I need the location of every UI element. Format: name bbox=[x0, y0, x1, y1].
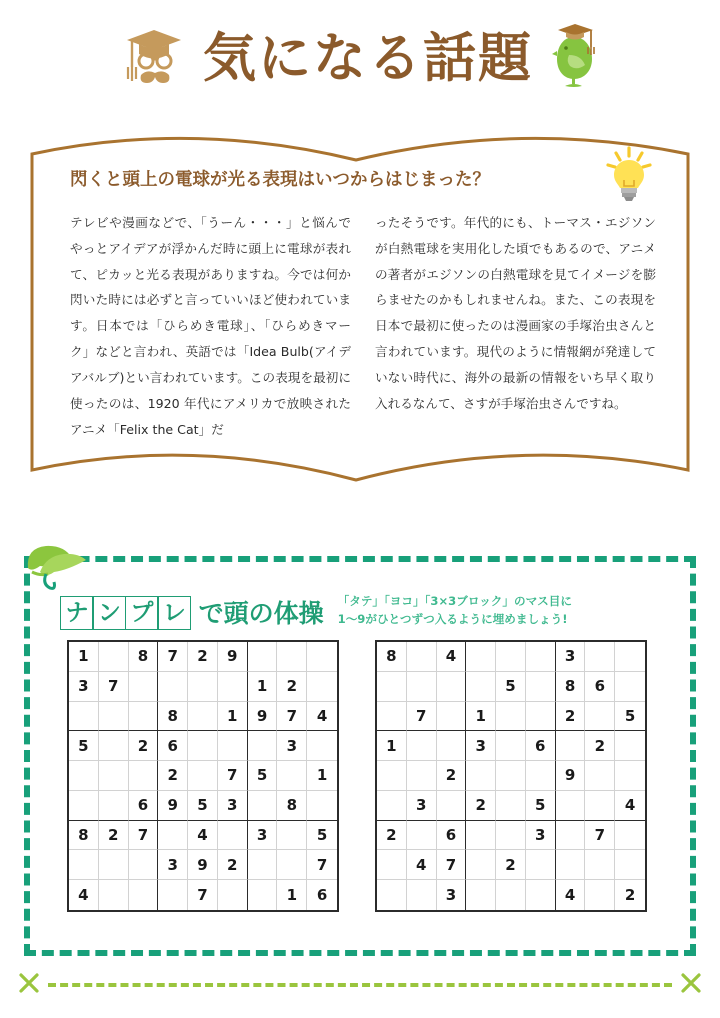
sudoku-cell[interactable] bbox=[556, 821, 586, 851]
sudoku-cell[interactable]: 7 bbox=[437, 850, 467, 880]
sudoku-cell[interactable] bbox=[556, 731, 586, 761]
article-column-left: テレビや漫画などで、「うーん・・・」と悩んでやっとアイデアが浮かんだ時に頭上に電球が表れて、ピカッと光る表現がありますね。今では何か閃いた時には必ずと言っていいほど使われています。日本では「ひらめき電球」、「ひらめきマーク」などと言われ、英語では「Idea Bulb(アイデアバルブ)とい言われています。この表現を最初に使ったのは、1920 年代にアメリカで放映されたアニメ「Felix the Cat」だ bbox=[70, 215, 351, 437]
sudoku-cell[interactable]: 1 bbox=[307, 761, 337, 791]
sudoku-cell[interactable] bbox=[129, 702, 159, 732]
sudoku-cell[interactable] bbox=[407, 880, 437, 910]
sudoku-cell[interactable] bbox=[248, 731, 278, 761]
sudoku-cell[interactable]: 3 bbox=[437, 880, 467, 910]
sudoku-cell[interactable]: 7 bbox=[218, 761, 248, 791]
sudoku-cell[interactable] bbox=[615, 850, 645, 880]
sudoku-cell[interactable] bbox=[377, 672, 407, 702]
sudoku-cell[interactable] bbox=[307, 642, 337, 672]
sudoku-cell[interactable] bbox=[407, 821, 437, 851]
sudoku-cell[interactable] bbox=[437, 791, 467, 821]
sudoku-cell[interactable] bbox=[99, 791, 129, 821]
nanpure-title-cell: ナ bbox=[60, 596, 94, 630]
sudoku-cell[interactable]: 8 bbox=[69, 821, 99, 851]
sudoku-cell[interactable]: 1 bbox=[218, 702, 248, 732]
sudoku-cell[interactable]: 3 bbox=[69, 672, 99, 702]
sudoku-cell[interactable] bbox=[615, 642, 645, 672]
sudoku-cell[interactable] bbox=[99, 642, 129, 672]
sudoku-cell[interactable] bbox=[248, 642, 278, 672]
sudoku-cell[interactable] bbox=[585, 761, 615, 791]
sudoku-cell[interactable] bbox=[188, 731, 218, 761]
sudoku-cell[interactable] bbox=[585, 850, 615, 880]
sudoku-cell[interactable]: 7 bbox=[277, 702, 307, 732]
sudoku-cell[interactable] bbox=[437, 731, 467, 761]
sudoku-cell[interactable] bbox=[556, 791, 586, 821]
sudoku-cell[interactable]: 2 bbox=[585, 731, 615, 761]
sudoku-cell[interactable] bbox=[307, 791, 337, 821]
sudoku-cell[interactable] bbox=[407, 642, 437, 672]
sudoku-cell[interactable]: 6 bbox=[129, 791, 159, 821]
sudoku-cell[interactable]: 3 bbox=[218, 791, 248, 821]
sudoku-cell[interactable] bbox=[99, 880, 129, 910]
sudoku-cell[interactable]: 2 bbox=[624, 886, 636, 905]
sudoku-cell[interactable] bbox=[615, 821, 645, 851]
sudoku-cell[interactable]: 5 bbox=[248, 761, 278, 791]
sudoku-cell[interactable] bbox=[585, 880, 615, 910]
sudoku-cell[interactable]: 8 bbox=[377, 642, 407, 672]
nanpure-title-cell: プ bbox=[125, 596, 159, 630]
sudoku-cell[interactable]: 5 bbox=[526, 791, 556, 821]
sudoku-cell[interactable]: 2 bbox=[99, 821, 129, 851]
sudoku-cell[interactable] bbox=[496, 761, 526, 791]
sudoku-cell[interactable] bbox=[526, 761, 556, 791]
sudoku-cell[interactable] bbox=[556, 850, 586, 880]
sudoku-cell[interactable]: 8 bbox=[556, 672, 586, 702]
sudoku-cell[interactable] bbox=[99, 702, 129, 732]
sudoku-cell[interactable]: 5 bbox=[496, 672, 526, 702]
sudoku-cell[interactable] bbox=[496, 731, 526, 761]
sudoku-cell[interactable]: 8 bbox=[129, 642, 159, 672]
sudoku-cell[interactable]: 2 bbox=[466, 791, 496, 821]
sudoku-cell[interactable] bbox=[466, 672, 496, 702]
sudoku-cell[interactable] bbox=[437, 702, 467, 732]
sudoku-cell[interactable] bbox=[526, 850, 556, 880]
sudoku-cell[interactable]: 4 bbox=[437, 642, 467, 672]
sudoku-cell[interactable]: 6 bbox=[585, 672, 615, 702]
nanpure-title-cell: レ bbox=[157, 596, 191, 630]
sudoku-cell[interactable] bbox=[496, 821, 526, 851]
sudoku-cell[interactable] bbox=[496, 642, 526, 672]
sudoku-cell[interactable] bbox=[277, 642, 307, 672]
sudoku-instructions bbox=[338, 593, 572, 628]
sudoku-cell[interactable]: 3 bbox=[556, 642, 586, 672]
sudoku-cell[interactable] bbox=[307, 672, 337, 702]
sudoku-cell[interactable]: 2 bbox=[437, 761, 467, 791]
sudoku-cell[interactable]: 2 bbox=[188, 642, 218, 672]
sudoku-cell[interactable] bbox=[496, 880, 526, 910]
sudoku-cell[interactable] bbox=[99, 731, 129, 761]
sudoku-cell[interactable]: 3 bbox=[526, 821, 556, 851]
sudoku-cell[interactable]: 7 bbox=[188, 880, 218, 910]
sudoku-cell[interactable]: 7 bbox=[129, 821, 159, 851]
sudoku-cell[interactable] bbox=[496, 702, 526, 732]
sudoku-instructions-line2: 1〜9がひとつずつ入るように埋めましょう! bbox=[337, 611, 568, 626]
sudoku-cell[interactable] bbox=[407, 761, 437, 791]
article-panel bbox=[22, 118, 698, 518]
sudoku-cell[interactable]: 7 bbox=[99, 672, 129, 702]
sudoku-cell[interactable] bbox=[129, 850, 159, 880]
sudoku-grid-right[interactable] bbox=[375, 640, 647, 912]
sudoku-cell[interactable] bbox=[99, 850, 129, 880]
sudoku-instructions-line1: 「タテ」「ヨコ」「3×3ブロック」のマス目に bbox=[337, 594, 572, 609]
sudoku-grids bbox=[67, 640, 657, 912]
sudoku-cell[interactable]: 1 bbox=[69, 642, 99, 672]
sudoku-cell[interactable]: 2 bbox=[129, 731, 159, 761]
sudoku-cell[interactable]: 2 bbox=[377, 821, 407, 851]
sudoku-cell[interactable] bbox=[466, 642, 496, 672]
article-column-right: ったそうです。年代的にも、トーマス・エジソンが白熱電球を実用化した頃でもあるので、アニメの著者がエジソンの白熱電球を見てイメージを膨らませたのかもしれませんね。また、この表現を日本で最初に使ったのは漫画家の手塚治虫さんと言われています。現代のように情報網が発達していない時代に、海外の最新の情報をいち早く取り入れるなんて、さすが手塚治虫さんですね。 bbox=[375, 215, 656, 411]
sudoku-cell[interactable] bbox=[466, 821, 496, 851]
sudoku-header bbox=[60, 582, 670, 630]
sudoku-cell[interactable]: 6 bbox=[316, 886, 328, 905]
sudoku-cell[interactable]: 3 bbox=[248, 821, 278, 851]
sudoku-cell[interactable] bbox=[526, 672, 556, 702]
sudoku-cell[interactable] bbox=[99, 761, 129, 791]
article-body bbox=[70, 210, 656, 472]
sudoku-cell[interactable]: 3 bbox=[407, 791, 437, 821]
sudoku-cell[interactable] bbox=[277, 821, 307, 851]
sudoku-cell[interactable]: 2 bbox=[158, 761, 188, 791]
sudoku-cell[interactable] bbox=[585, 702, 615, 732]
sudoku-cell[interactable] bbox=[69, 791, 99, 821]
sudoku-cell[interactable] bbox=[218, 731, 248, 761]
cut-line-dashes bbox=[48, 983, 672, 987]
sudoku-cell[interactable] bbox=[377, 850, 407, 880]
sudoku-cell[interactable]: 3 bbox=[466, 731, 496, 761]
sudoku-cell[interactable]: 3 bbox=[277, 731, 307, 761]
sudoku-cell[interactable]: 1 bbox=[466, 702, 496, 732]
nanpure-title-suffix: で頭の体操 bbox=[198, 598, 324, 628]
sudoku-cell[interactable] bbox=[526, 642, 556, 672]
page-title: 気になる話題 bbox=[203, 27, 533, 89]
sudoku-cell[interactable]: 8 bbox=[158, 702, 188, 732]
sudoku-section bbox=[24, 556, 696, 956]
sudoku-cell[interactable] bbox=[615, 672, 645, 702]
sudoku-cell[interactable]: 2 bbox=[218, 850, 248, 880]
sudoku-cell[interactable] bbox=[248, 850, 278, 880]
sudoku-cell[interactable] bbox=[526, 702, 556, 732]
article-header bbox=[70, 158, 660, 204]
sudoku-cell[interactable] bbox=[496, 791, 526, 821]
page-header bbox=[0, 0, 720, 118]
sudoku-cell[interactable]: 5 bbox=[69, 731, 99, 761]
lightbulb-icon bbox=[606, 146, 652, 206]
sudoku-cell[interactable]: 9 bbox=[188, 850, 218, 880]
scissors-x-icon bbox=[680, 972, 702, 998]
sudoku-cell[interactable]: 9 bbox=[248, 702, 278, 732]
sudoku-cell[interactable]: 2 bbox=[556, 702, 586, 732]
sudoku-cell[interactable] bbox=[407, 731, 437, 761]
sudoku-cell[interactable]: 9 bbox=[158, 791, 188, 821]
sudoku-cell[interactable]: 9 bbox=[556, 761, 586, 791]
sudoku-cell[interactable] bbox=[585, 642, 615, 672]
sudoku-cell[interactable] bbox=[248, 791, 278, 821]
sudoku-cell[interactable]: 7 bbox=[158, 642, 188, 672]
sudoku-grid-left[interactable] bbox=[67, 640, 339, 912]
article-headline: 閃くと頭上の電球が光る表現はいつからはじまった？ bbox=[70, 170, 490, 191]
sudoku-cell[interactable] bbox=[69, 850, 99, 880]
sudoku-cell[interactable]: 5 bbox=[188, 791, 218, 821]
sudoku-cell[interactable]: 2 bbox=[277, 672, 307, 702]
sudoku-cell[interactable]: 4 bbox=[69, 880, 99, 910]
sudoku-cell[interactable]: 1 bbox=[377, 731, 407, 761]
sudoku-cell[interactable] bbox=[129, 672, 159, 702]
sudoku-cell[interactable]: 1 bbox=[248, 672, 278, 702]
sudoku-cell[interactable]: 4 bbox=[307, 702, 337, 732]
sudoku-cell[interactable] bbox=[466, 850, 496, 880]
sudoku-cell[interactable]: 4 bbox=[407, 850, 437, 880]
sudoku-cell[interactable]: 5 bbox=[307, 821, 337, 851]
sudoku-cell[interactable]: 4 bbox=[556, 880, 586, 910]
sudoku-cell[interactable] bbox=[277, 761, 307, 791]
sudoku-cell[interactable] bbox=[585, 791, 615, 821]
sudoku-cell[interactable] bbox=[615, 731, 645, 761]
sudoku-cell[interactable]: 4 bbox=[188, 821, 218, 851]
sudoku-cell[interactable] bbox=[218, 821, 248, 851]
sudoku-cell[interactable]: 3 bbox=[158, 850, 188, 880]
sudoku-cell[interactable] bbox=[158, 672, 188, 702]
sudoku-cell[interactable]: 6 bbox=[437, 821, 467, 851]
sudoku-cell[interactable]: 7 bbox=[585, 821, 615, 851]
sudoku-cell[interactable] bbox=[188, 702, 218, 732]
sudoku-cell[interactable]: 2 bbox=[496, 850, 526, 880]
sudoku-cell[interactable] bbox=[69, 761, 99, 791]
sudoku-cell[interactable] bbox=[188, 672, 218, 702]
sudoku-cell[interactable] bbox=[377, 702, 407, 732]
sudoku-cell[interactable] bbox=[526, 880, 556, 910]
sudoku-cell[interactable]: 4 bbox=[615, 791, 645, 821]
sudoku-cell[interactable] bbox=[218, 880, 248, 910]
sudoku-cell[interactable] bbox=[377, 791, 407, 821]
professor-owl-icon bbox=[123, 23, 185, 93]
sudoku-cell[interactable] bbox=[248, 880, 278, 910]
sudoku-cell[interactable] bbox=[188, 761, 218, 791]
sudoku-cell[interactable]: 5 bbox=[615, 702, 645, 732]
sudoku-cell[interactable] bbox=[407, 672, 437, 702]
sudoku-cell[interactable] bbox=[437, 672, 467, 702]
nanpure-title bbox=[60, 596, 324, 630]
sudoku-cell[interactable]: 1 bbox=[277, 880, 307, 910]
sudoku-cell[interactable] bbox=[466, 761, 496, 791]
sudoku-cell[interactable]: 7 bbox=[407, 702, 437, 732]
sudoku-cell[interactable]: 6 bbox=[526, 731, 556, 761]
sudoku-cell[interactable]: 9 bbox=[218, 642, 248, 672]
sudoku-cell[interactable] bbox=[377, 880, 407, 910]
sudoku-cell[interactable] bbox=[69, 702, 99, 732]
sudoku-cell[interactable]: 7 bbox=[307, 850, 337, 880]
sudoku-cell[interactable]: 6 bbox=[158, 731, 188, 761]
cut-line bbox=[18, 972, 702, 998]
sudoku-cell[interactable] bbox=[218, 672, 248, 702]
nanpure-title-cell: ン bbox=[92, 596, 126, 630]
sudoku-cell[interactable] bbox=[615, 761, 645, 791]
sudoku-cell[interactable] bbox=[307, 731, 337, 761]
sudoku-cell[interactable]: 8 bbox=[277, 791, 307, 821]
sudoku-cell[interactable] bbox=[158, 821, 188, 851]
graduate-bird-icon bbox=[551, 21, 597, 95]
sudoku-cell[interactable] bbox=[129, 761, 159, 791]
sudoku-cell[interactable] bbox=[277, 850, 307, 880]
sudoku-cell[interactable] bbox=[158, 880, 188, 910]
sudoku-cell[interactable] bbox=[129, 880, 159, 910]
sudoku-cell[interactable] bbox=[377, 761, 407, 791]
scissors-x-icon bbox=[18, 972, 40, 998]
sudoku-cell[interactable] bbox=[466, 880, 496, 910]
